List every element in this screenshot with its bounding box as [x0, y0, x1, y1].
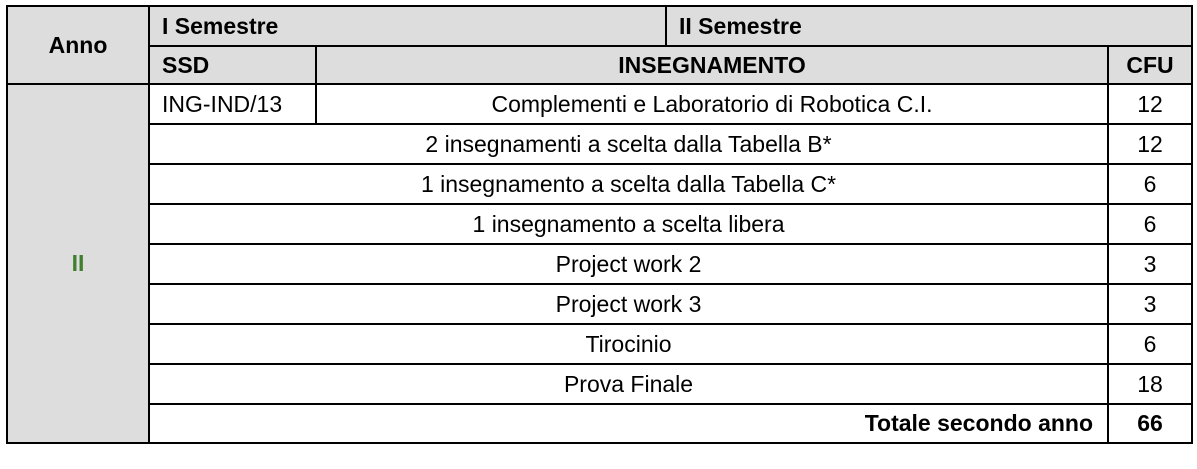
header-cfu: CFU	[1108, 46, 1192, 84]
study-plan-table	[6, 5, 1193, 444]
cfu-cell: 3	[1108, 284, 1192, 324]
table-row	[7, 164, 1192, 204]
course-cell: 2 insegnamenti a scelta dalla Tabella B*	[149, 124, 1108, 164]
table-row	[7, 244, 1192, 284]
year-label: II	[71, 250, 85, 276]
cfu-cell: 3	[1108, 244, 1192, 284]
cfu-cell: 6	[1108, 324, 1192, 364]
course-cell: Prova Finale	[149, 364, 1108, 404]
course-cell: Project work 2	[149, 244, 1108, 284]
table-row	[7, 364, 1192, 404]
course-cell: 1 insegnamento a scelta dalla Tabella C*	[149, 164, 1108, 204]
cfu-cell: 12	[1108, 84, 1192, 124]
ssd-cell: ING-IND/13	[149, 84, 316, 124]
header-ssd: SSD	[149, 46, 316, 84]
total-label: Totale secondo anno	[149, 404, 1108, 443]
header-insegnamento: INSEGNAMENTO	[316, 46, 1108, 84]
course-cell: Project work 3	[149, 284, 1108, 324]
course-cell: Tirocinio	[149, 324, 1108, 364]
total-cfu: 66	[1108, 404, 1192, 443]
year-cell	[7, 84, 149, 443]
header-semester-2: II Semestre	[666, 6, 1192, 46]
course-cell: Complementi e Laboratorio di Robotica C.I.	[316, 84, 1108, 124]
table-row	[7, 324, 1192, 364]
table-row	[7, 204, 1192, 244]
header-semester-1: I Semestre	[149, 6, 666, 46]
header-row-columns	[7, 46, 1192, 84]
header-anno: Anno	[7, 6, 149, 84]
cfu-cell: 6	[1108, 164, 1192, 204]
cfu-cell: 12	[1108, 124, 1192, 164]
total-row	[7, 404, 1192, 443]
cfu-cell: 6	[1108, 204, 1192, 244]
header-row-semesters	[7, 6, 1192, 46]
table-row	[7, 284, 1192, 324]
cfu-cell: 18	[1108, 364, 1192, 404]
table-row	[7, 84, 1192, 124]
table-row	[7, 124, 1192, 164]
course-cell: 1 insegnamento a scelta libera	[149, 204, 1108, 244]
